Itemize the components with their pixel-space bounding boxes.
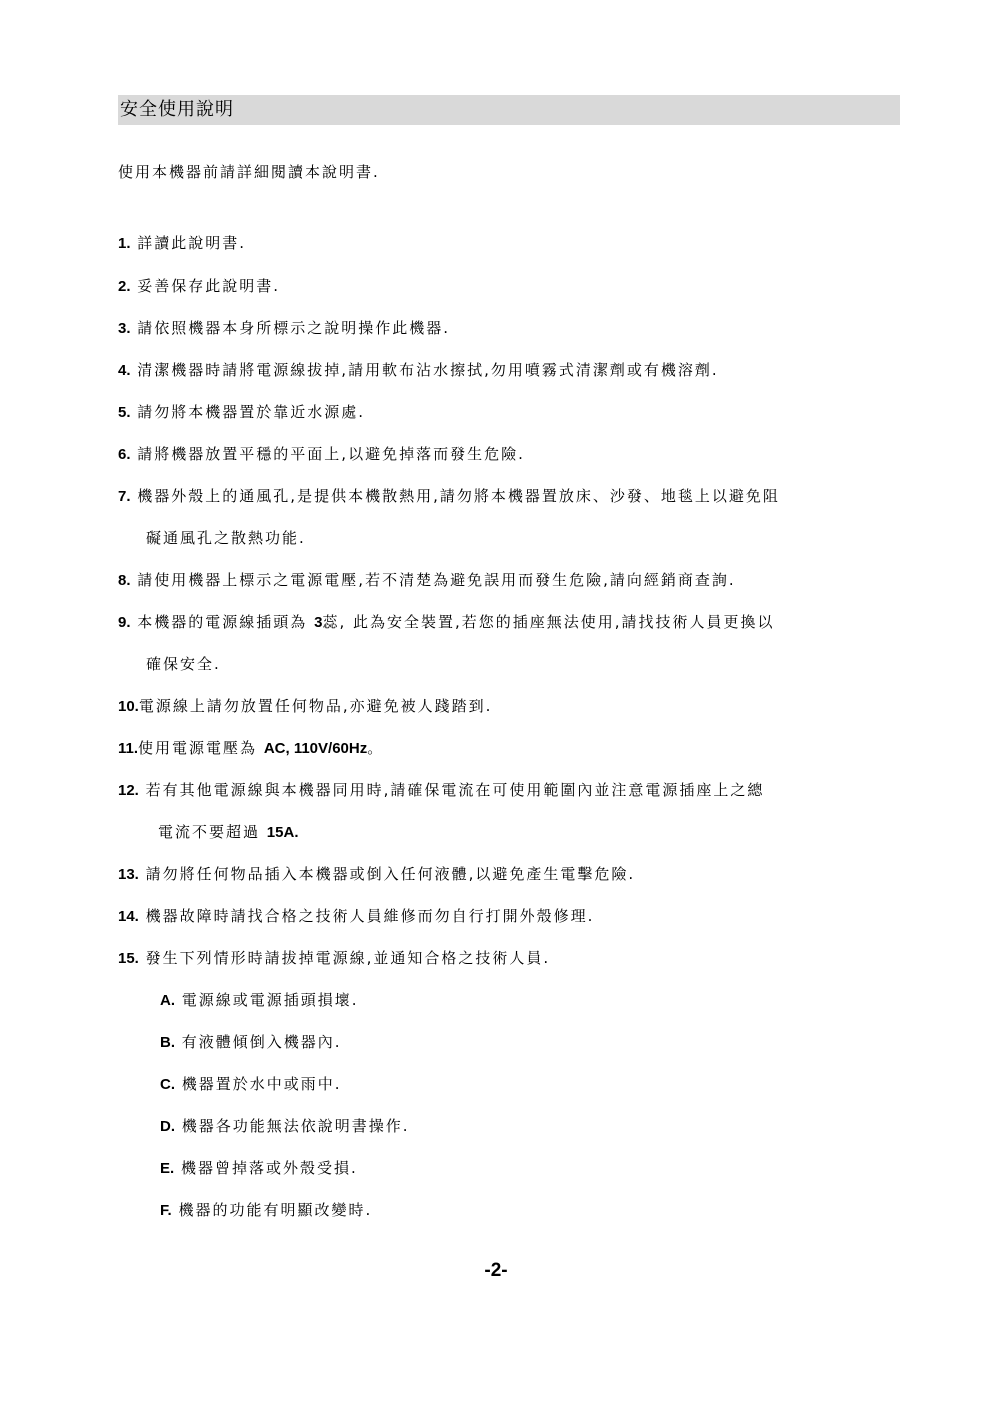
- sub-item-letter: B.: [160, 1034, 175, 1051]
- list-item-15: [118, 946, 550, 971]
- sub-item-e: [160, 1156, 358, 1181]
- item-text: 請勿將本機器置於靠近水源處.: [137, 403, 366, 421]
- page-number: -2-: [484, 1260, 508, 1281]
- item-text: 清潔機器時請將電源線拔掉,請用軟布沾水擦拭,勿用噴霧式清潔劑或有機溶劑.: [137, 361, 719, 379]
- sub-item-f: [160, 1198, 372, 1223]
- list-item-9-continuation: 確保安全.: [146, 655, 221, 673]
- list-item-5: [118, 400, 365, 425]
- sub-item-text: 機器的功能有明顯改變時.: [178, 1201, 373, 1219]
- item-text: 機器故障時請找合格之技術人員維修而勿自行打開外殼修理.: [145, 907, 595, 925]
- item-text: 電流不要超過: [158, 823, 261, 841]
- list-item-10: [118, 694, 492, 719]
- item-text: 使用電源電壓為: [138, 739, 258, 757]
- list-item-1: [118, 231, 246, 256]
- item-number: 15.: [118, 950, 139, 967]
- sub-item-a: [160, 988, 359, 1013]
- item-text: 請使用機器上標示之電源電壓,若不清楚為避免誤用而發生危險,請向經銷商查詢.: [137, 571, 736, 589]
- list-item-7: [118, 484, 780, 509]
- item-text: 請依照機器本身所標示之說明操作此機器.: [137, 319, 451, 337]
- list-item-2: [118, 274, 280, 299]
- sub-item-letter: A.: [160, 992, 175, 1009]
- section-header-bar: [118, 95, 900, 125]
- intro-text: 使用本機器前請詳細閱讀本說明書.: [118, 163, 380, 181]
- item-number: 4.: [118, 362, 131, 379]
- item-number: 1.: [118, 235, 131, 252]
- item-text: 請勿將任何物品插入本機器或倒入任何液體,以避免產生電擊危險.: [145, 865, 636, 883]
- sub-item-text: 機器曾掉落或外殼受損.: [180, 1159, 358, 1177]
- item-number: 2.: [118, 278, 131, 295]
- item-text-bold: 15A.: [266, 824, 299, 841]
- item-number: 6.: [118, 446, 131, 463]
- list-item-9: [118, 610, 775, 635]
- list-item-3: [118, 316, 450, 341]
- sub-item-text: 有液體傾倒入機器內.: [181, 1033, 342, 1051]
- list-item-7-continuation: 礙通風孔之散熱功能.: [146, 529, 306, 547]
- item-number: 14.: [118, 908, 139, 925]
- item-number: 7.: [118, 488, 131, 505]
- item-number: 8.: [118, 572, 131, 589]
- sub-item-b: [160, 1030, 342, 1055]
- sub-item-text: 電源線或電源插頭損壞.: [181, 991, 359, 1009]
- sub-item-letter: F.: [160, 1202, 172, 1219]
- item-text: 電源線上請勿放置任何物品,亦避免被人踐踏到.: [138, 697, 493, 715]
- item-text: 發生下列情形時請拔掉電源線,並通知合格之技術人員.: [145, 949, 551, 967]
- item-number: 10.: [118, 698, 139, 715]
- list-item-6: [118, 442, 525, 467]
- sub-item-letter: C.: [160, 1076, 175, 1093]
- list-item-14: [118, 904, 594, 929]
- sub-item-c: [160, 1072, 342, 1097]
- item-text-bold: 3: [314, 614, 323, 631]
- item-number: 3.: [118, 320, 131, 337]
- list-item-12-continuation: [158, 820, 298, 845]
- list-item-11: [118, 736, 384, 761]
- item-text: 詳讀此說明書.: [137, 234, 247, 252]
- item-text: 機器外殼上的通風孔,是提供本機散熱用,請勿將本機器置放床、沙發、地毯上以避免阻: [137, 487, 780, 505]
- item-text: 。: [367, 739, 385, 757]
- item-number: 13.: [118, 866, 139, 883]
- list-item-12: [118, 778, 764, 803]
- sub-item-letter: E.: [160, 1160, 175, 1177]
- item-text: 妥善保存此說明書.: [137, 277, 281, 295]
- item-text: 蕊, 此為安全裝置,若您的插座無法使用,請找技術人員更換以: [322, 613, 775, 631]
- section-title: 安全使用說明: [120, 99, 234, 120]
- item-number: 5.: [118, 404, 131, 421]
- list-item-8: [118, 568, 736, 593]
- sub-item-letter: D.: [160, 1118, 175, 1135]
- list-item-13: [118, 862, 635, 887]
- item-text: 本機器的電源線插頭為: [137, 613, 308, 631]
- item-text: 請將機器放置平穩的平面上,以避免掉落而發生危險.: [137, 445, 525, 463]
- sub-item-text: 機器置於水中或雨中.: [181, 1075, 342, 1093]
- sub-item-text: 機器各功能無法依說明書操作.: [181, 1117, 410, 1135]
- item-number: 9.: [118, 614, 131, 631]
- sub-item-d: [160, 1114, 410, 1139]
- item-text-bold: AC, 110V/60Hz: [263, 740, 368, 757]
- item-number: 12.: [118, 782, 139, 799]
- list-item-4: [118, 358, 719, 383]
- item-number: 11.: [118, 740, 139, 757]
- item-text: 若有其他電源線與本機器同用時,請確保電流在可使用範圍內並注意電源插座上之總: [145, 781, 765, 799]
